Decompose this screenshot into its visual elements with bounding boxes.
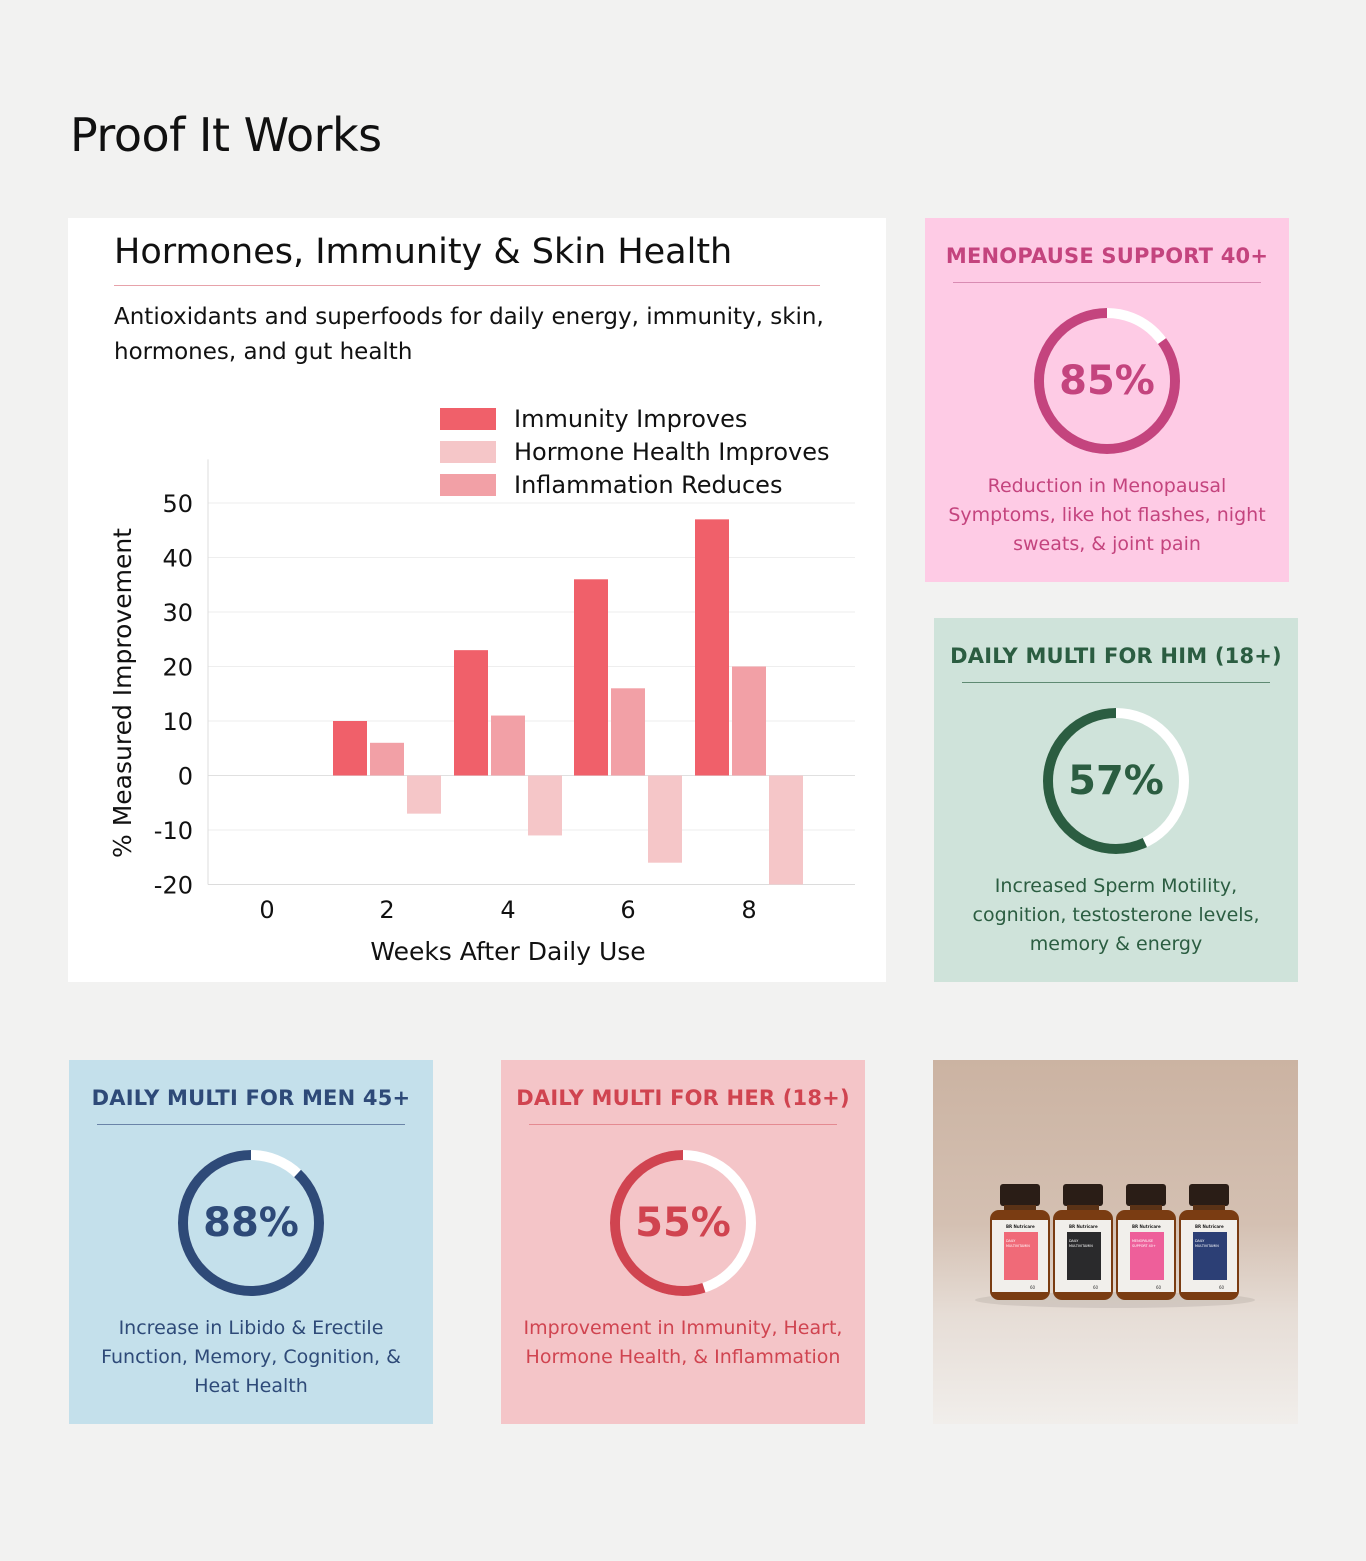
product-photo	[933, 1060, 1298, 1424]
progress-ring	[176, 1148, 326, 1298]
bottle-product-line1: DAILY	[1195, 1239, 1205, 1243]
legend-swatch	[440, 441, 496, 463]
bar-chart	[68, 218, 886, 982]
supplement-bottle	[990, 1184, 1050, 1300]
y-axis-title: % Measured Improvement	[108, 528, 137, 858]
bar-inflammation-reduces-week-6	[611, 688, 645, 775]
bar-inflammation-reduces-week-2	[370, 743, 404, 776]
supplement-bottles-image	[933, 1060, 1298, 1424]
bottle-product-line2: MULTIVITAMIN	[1069, 1244, 1093, 1248]
bar-immunity-improves-week-4	[454, 650, 488, 775]
percent-value: 85%	[1059, 358, 1155, 404]
bar-immunity-improves-week-8	[695, 519, 729, 775]
y-tick-label: 30	[162, 599, 193, 627]
bottle-brand: BR Nutricare	[1132, 1224, 1161, 1229]
bottle-brand: BR Nutricare	[1195, 1224, 1224, 1229]
card-description: Increased Sperm Motility, cognition, testosterone levels, memory & energy	[972, 875, 1260, 955]
bottle-count: 60	[1219, 1285, 1225, 1290]
bottle-count: 60	[1156, 1285, 1162, 1290]
page-title: Proof It Works	[70, 108, 382, 162]
bar-hormone-health-improves-week-8	[769, 776, 803, 885]
y-tick-label: 40	[162, 544, 193, 573]
card-divider	[953, 282, 1261, 283]
card-title: DAILY MULTI FOR HER (18+)	[516, 1086, 850, 1110]
progress-ring	[1041, 706, 1191, 856]
y-tick-label: 0	[177, 762, 193, 791]
bottle-count: 60	[1093, 1285, 1099, 1290]
percent-value: 55%	[635, 1200, 731, 1246]
x-axis-title: Weeks After Daily Use	[370, 937, 646, 966]
x-tick-label: 2	[379, 896, 395, 924]
bar-hormone-health-improves-week-2	[407, 776, 441, 814]
card-description: Increase in Libido & Erectile Function, Memory, Cognition, & Heat Health	[101, 1317, 401, 1397]
bar-inflammation-reduces-week-8	[732, 667, 766, 776]
daily-multi-her-card	[501, 1060, 865, 1424]
x-tick-label: 8	[741, 896, 757, 924]
bottle-product-line2: SUPPORT 40+	[1132, 1244, 1156, 1248]
percent-value: 88%	[203, 1200, 299, 1246]
bottle-product-line2: MULTIVITAMIN	[1006, 1244, 1030, 1248]
chart-title: Hormones, Immunity & Skin Health	[114, 232, 733, 272]
bottle-cap	[1126, 1184, 1166, 1206]
y-tick-label: 10	[162, 708, 193, 736]
y-tick-label: 50	[162, 490, 193, 518]
bar-inflammation-reduces-week-4	[491, 716, 525, 776]
bar-hormone-health-improves-week-6	[648, 776, 682, 863]
card-title: DAILY MULTI FOR MEN 45+	[91, 1086, 411, 1110]
bottle-cap	[1189, 1184, 1229, 1206]
percent-value: 57%	[1068, 758, 1164, 804]
x-tick-label: 6	[620, 896, 636, 924]
bar-immunity-improves-week-6	[574, 579, 608, 775]
daily-multi-him-card	[934, 618, 1298, 982]
legend-label: Immunity Improves	[514, 405, 748, 433]
supplement-bottle	[1116, 1184, 1176, 1300]
y-tick-label: -20	[153, 871, 193, 900]
legend-label: Hormone Health Improves	[514, 438, 830, 466]
chart-card	[68, 218, 886, 982]
daily-multi-men45-card	[69, 1060, 433, 1424]
bottle-cap	[1000, 1184, 1040, 1206]
y-tick-label: 20	[162, 653, 193, 682]
legend-label: Inflammation Reduces	[514, 471, 783, 499]
bottle-product-line1: DAILY	[1069, 1239, 1079, 1243]
supplement-bottle	[1179, 1184, 1239, 1300]
bottle-brand: BR Nutricare	[1069, 1224, 1098, 1229]
x-tick-label: 4	[500, 896, 516, 924]
card-title: MENOPAUSE SUPPORT 40+	[945, 244, 1269, 268]
x-tick-label: 0	[259, 896, 275, 924]
card-divider	[529, 1124, 837, 1125]
card-divider	[962, 682, 1270, 683]
bottle-product-line1: DAILY	[1006, 1239, 1016, 1243]
legend-swatch	[440, 474, 496, 496]
legend-swatch	[440, 408, 496, 430]
card-divider	[97, 1124, 405, 1125]
bottle-cap	[1063, 1184, 1103, 1206]
card-description: Reduction in Menopausal Symptoms, like hot flashes, night sweats, & joint pain	[948, 475, 1266, 555]
bottle-count: 60	[1030, 1285, 1036, 1290]
y-tick-label: -10	[153, 817, 193, 845]
bar-hormone-health-improves-week-4	[528, 776, 562, 836]
card-description: Improvement in Immunity, Heart, Hormone Health, & Inflammation	[523, 1317, 843, 1368]
chart-subtitle: Antioxidants and superfoods for daily energy, immunity, skin, hormones, and gut health	[114, 304, 824, 365]
bottle-product-line1: MENOPAUSE	[1132, 1239, 1154, 1243]
progress-ring	[1032, 306, 1182, 456]
card-title: DAILY MULTI FOR HIM (18+)	[950, 644, 1282, 668]
bar-immunity-improves-week-2	[333, 721, 367, 776]
bottle-product-line2: MULTIVITAMIN	[1195, 1244, 1219, 1248]
bottle-brand: BR Nutricare	[1006, 1224, 1035, 1229]
menopause-support-card	[925, 218, 1289, 582]
supplement-bottle	[1053, 1184, 1113, 1300]
progress-ring	[608, 1148, 758, 1298]
